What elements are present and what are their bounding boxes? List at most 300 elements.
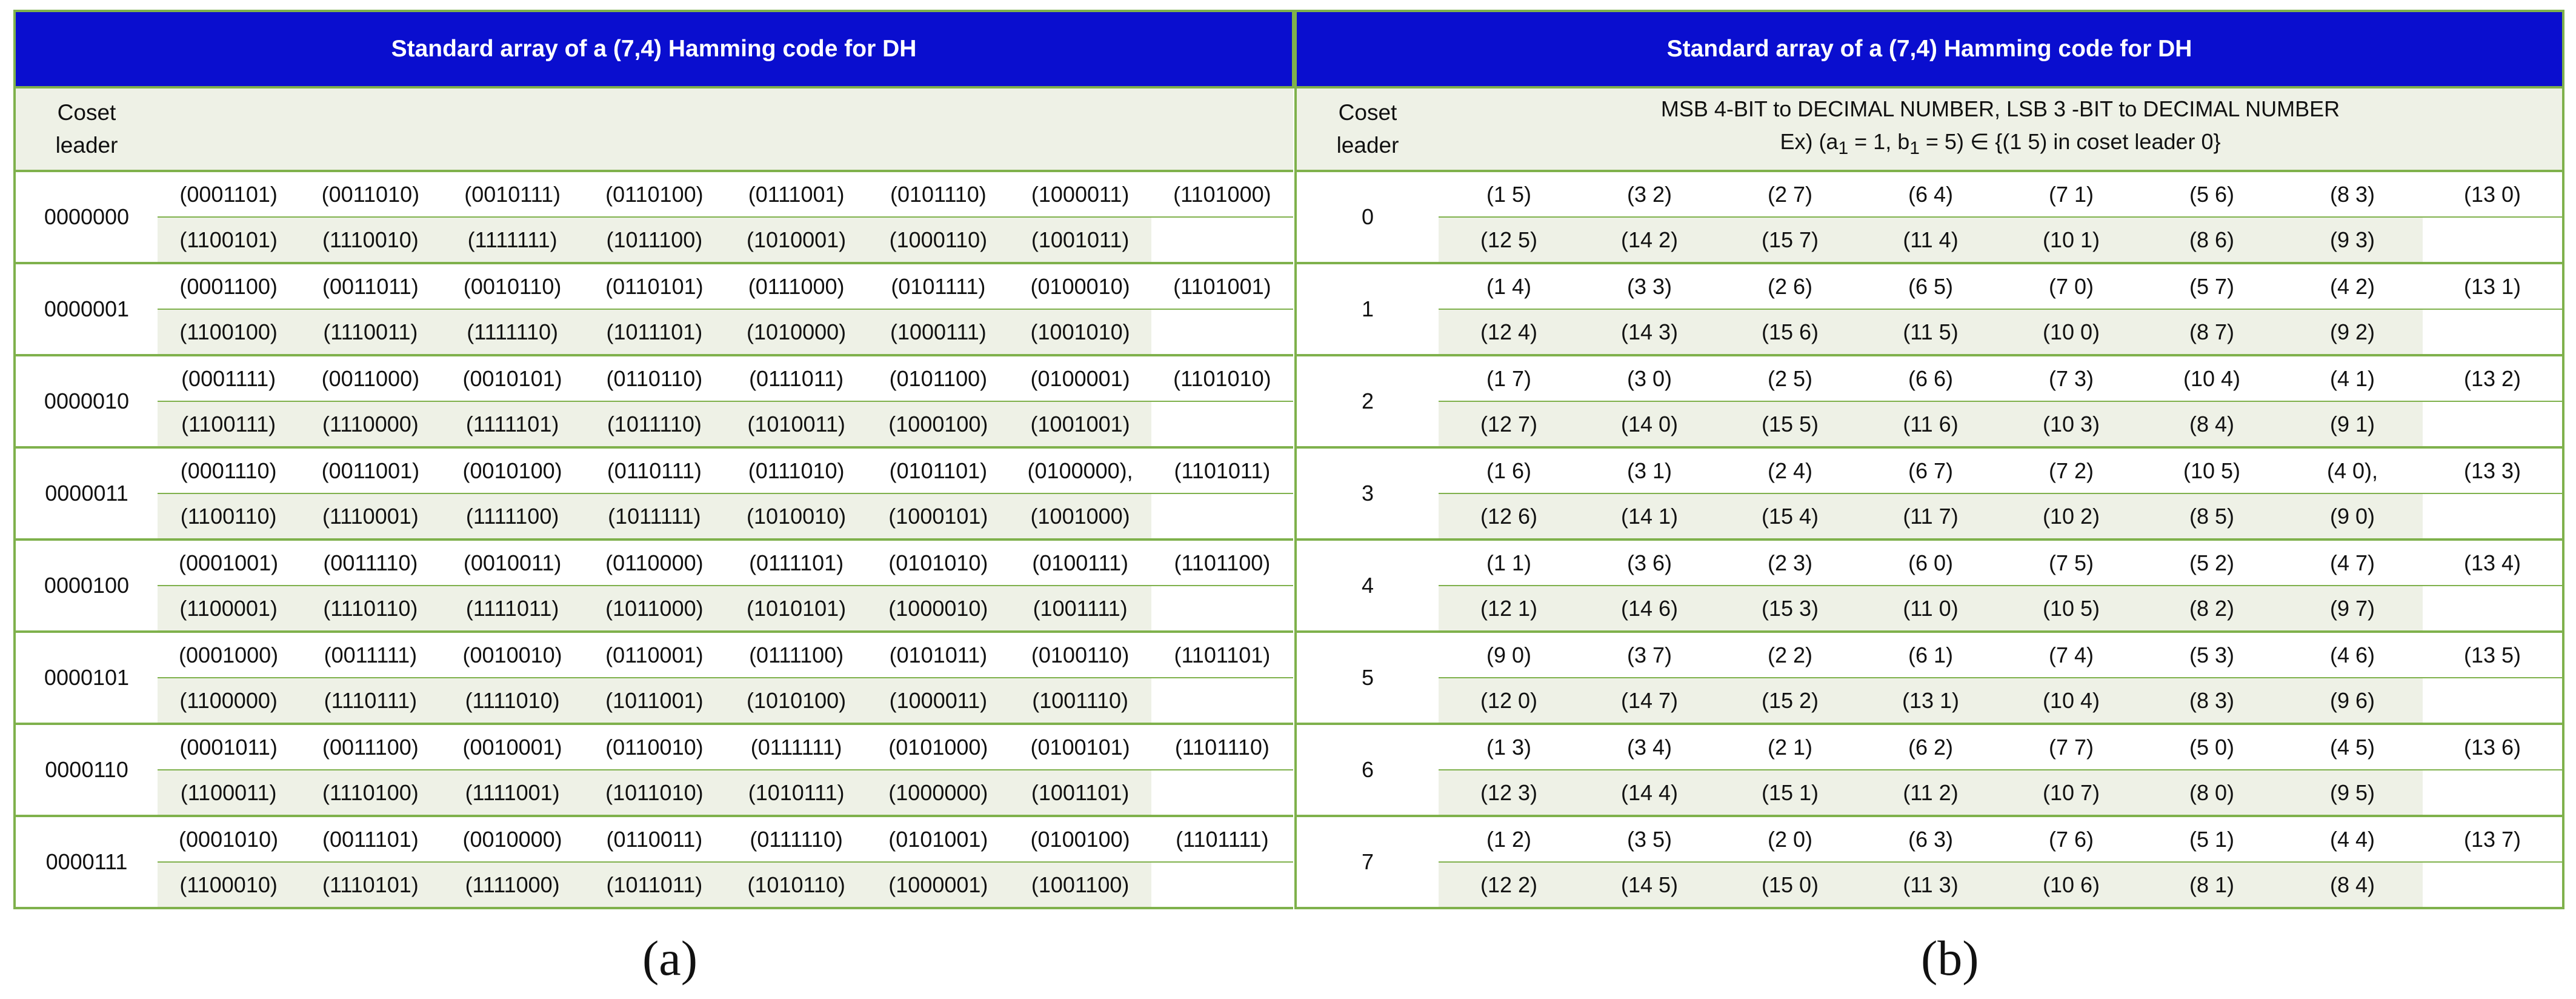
codeword-cell: (4 4) [2282, 816, 2423, 862]
codeword-cell: (8 3) [2282, 171, 2423, 217]
codeword-cell: (0110011) [584, 816, 725, 862]
codeword-cell: (13 4) [2423, 540, 2563, 586]
empty-cell [1151, 401, 1293, 447]
codeword-cell: (2 0) [1720, 816, 1860, 862]
codeword-cell: (15 3) [1720, 586, 1860, 632]
codeword-cell: (0100110) [1010, 632, 1151, 678]
codeword-cell: (7 1) [2001, 171, 2142, 217]
codeword-cell: (7 3) [2001, 355, 2142, 401]
codeword-cell: (9 1) [2282, 401, 2423, 447]
codeword-cell: (2 1) [1720, 724, 1860, 770]
codeword-cell: (1001000) [1010, 493, 1151, 540]
codeword-cell: (1 1) [1439, 540, 1579, 586]
codeword-cell: (0101001) [867, 816, 1009, 862]
codeword-cell: (1101001) [1151, 263, 1293, 309]
codeword-cell: (5 3) [2142, 632, 2282, 678]
codeword-cell: (4 5) [2282, 724, 2423, 770]
codeword-cell: (6 4) [1860, 171, 2001, 217]
codeword-cell: (2 4) [1720, 447, 1860, 493]
codeword-cell: (1000000) [867, 770, 1009, 816]
empty-cell [2423, 862, 2563, 908]
codeword-cell: (14 6) [1579, 586, 1720, 632]
codeword-cell: (14 0) [1579, 401, 1720, 447]
codeword-cell: (2 3) [1720, 540, 1860, 586]
codeword-cell: (5 6) [2142, 171, 2282, 217]
empty-cell [1151, 862, 1293, 908]
codeword-cell: (1000111) [867, 309, 1009, 355]
codeword-cell: (1111110) [442, 309, 584, 355]
codeword-cell: (11 7) [1860, 493, 2001, 540]
codeword-cell: (1000110) [867, 217, 1009, 263]
codeword-cell: (8 2) [2142, 586, 2282, 632]
codeword-cell: (1000101) [867, 493, 1009, 540]
empty-cell [1151, 678, 1293, 724]
codeword-cell: (0111010) [725, 447, 867, 493]
table-a-title: Standard array of a (7,4) Hamming code for DH [15, 11, 1293, 87]
coset-leader-cell: 3 [1296, 447, 1439, 540]
codeword-cell: (1000011) [1010, 171, 1151, 217]
codeword-cell: (0101101) [867, 447, 1009, 493]
empty-cell [2423, 678, 2563, 724]
codeword-cell: (3 3) [1579, 263, 1720, 309]
codeword-cell: (0011011) [299, 263, 441, 309]
codeword-cell: (0010011) [442, 540, 584, 586]
coset-header-line1: Coset [57, 100, 116, 125]
codeword-cell: (2 5) [1720, 355, 1860, 401]
codeword-cell: (0011111) [299, 632, 441, 678]
codeword-cell: (1101100) [1151, 540, 1293, 586]
codeword-cell: (0101000) [867, 724, 1009, 770]
codeword-cell: (1100100) [158, 309, 299, 355]
coset-row [15, 447, 1293, 493]
codeword-cell: (13 1) [1860, 678, 2001, 724]
codeword-cell: (3 6) [1579, 540, 1720, 586]
codeword-cell: (12 7) [1439, 401, 1579, 447]
coset-row [1296, 724, 2563, 770]
coset-row [1296, 447, 2563, 493]
coset-row [1296, 171, 2563, 217]
codeword-cell: (1010010) [725, 493, 867, 540]
codeword-cell: (8 4) [2142, 401, 2282, 447]
codeword-cell: (0110000) [584, 540, 725, 586]
codeword-cell: (10 7) [2001, 770, 2142, 816]
coset-row [1296, 540, 2563, 586]
codeword-cell: (4 6) [2282, 632, 2423, 678]
codeword-cell: (5 7) [2142, 263, 2282, 309]
empty-cell [2423, 586, 2563, 632]
codeword-cell: (0100101) [1010, 724, 1151, 770]
codeword-cell: (1010000) [725, 309, 867, 355]
codeword-cell: (14 1) [1579, 493, 1720, 540]
codeword-cell: (0100100) [1010, 816, 1151, 862]
codeword-cell: (0101110) [867, 171, 1009, 217]
codeword-cell: (1101111) [1151, 816, 1293, 862]
codeword-cell: (3 2) [1579, 171, 1720, 217]
codeword-cell: (13 2) [2423, 355, 2563, 401]
codeword-cell: (4 7) [2282, 540, 2423, 586]
codeword-cell: (0001100) [158, 263, 299, 309]
codeword-cell: (1101101) [1151, 632, 1293, 678]
codeword-cell: (1 6) [1439, 447, 1579, 493]
codeword-cell: (9 0) [1439, 632, 1579, 678]
codeword-cell: (0110100) [584, 171, 725, 217]
codeword-cell: (1011001) [584, 678, 725, 724]
codeword-cell: (10 5) [2142, 447, 2282, 493]
codeword-cell: (1010011) [725, 401, 867, 447]
empty-cell [1151, 586, 1293, 632]
coset-row [1296, 493, 2563, 540]
coset-leader-cell: 5 [1296, 632, 1439, 724]
codeword-cell: (11 3) [1860, 862, 2001, 908]
codeword-cell: (1001100) [1010, 862, 1151, 908]
codeword-cell: (12 5) [1439, 217, 1579, 263]
codeword-cell: (0101111) [867, 263, 1009, 309]
coset-row [1296, 862, 2563, 908]
coset-row [15, 493, 1293, 540]
codeword-cell: (1000001) [867, 862, 1009, 908]
empty-cell [1151, 493, 1293, 540]
coset-row [1296, 217, 2563, 263]
codeword-cell: (12 3) [1439, 770, 1579, 816]
table-b-body [1296, 171, 2563, 908]
codeword-cell: (0011100) [299, 724, 441, 770]
codeword-cell: (11 6) [1860, 401, 2001, 447]
codeword-cell: (0101100) [867, 355, 1009, 401]
coset-leader-cell: 1 [1296, 263, 1439, 355]
coset-row [15, 678, 1293, 724]
codeword-cell: (1001111) [1010, 586, 1151, 632]
codeword-cell: (1110000) [299, 401, 441, 447]
codeword-cell: (6 1) [1860, 632, 2001, 678]
codeword-cell: (4 1) [2282, 355, 2423, 401]
codeword-cell: (1000011) [867, 678, 1009, 724]
codeword-cell: (1111010) [442, 678, 584, 724]
codeword-cell: (1100000) [158, 678, 299, 724]
codeword-cell: (5 1) [2142, 816, 2282, 862]
codeword-cell: (13 0) [2423, 171, 2563, 217]
coset-header-line2: leader [55, 133, 118, 158]
codeword-cell: (11 0) [1860, 586, 2001, 632]
codeword-cell: (1110101) [299, 862, 441, 908]
coset-leader-cell: 0000101 [15, 632, 158, 724]
codeword-cell: (7 0) [2001, 263, 2142, 309]
codeword-cell: (1001011) [1010, 217, 1151, 263]
codeword-cell: (1001110) [1010, 678, 1151, 724]
codeword-cell: (7 2) [2001, 447, 2142, 493]
codeword-cell: (1000010) [867, 586, 1009, 632]
codeword-cell: (9 0) [2282, 493, 2423, 540]
codeword-cell: (1111100) [442, 493, 584, 540]
codeword-cell: (0101010) [867, 540, 1009, 586]
codeword-cell: (3 0) [1579, 355, 1720, 401]
coset-leader-cell: 0000000 [15, 171, 158, 263]
codeword-cell: (12 1) [1439, 586, 1579, 632]
codeword-cell: (12 0) [1439, 678, 1579, 724]
codeword-cell: (1010101) [725, 586, 867, 632]
codeword-cell: (0100010) [1010, 263, 1151, 309]
codeword-cell: (2 7) [1720, 171, 1860, 217]
codeword-cell: (14 5) [1579, 862, 1720, 908]
table-a [13, 10, 1294, 909]
coset-row [1296, 770, 2563, 816]
codeword-cell: (3 7) [1579, 632, 1720, 678]
codeword-cell: (0010010) [442, 632, 584, 678]
codeword-cell: (6 0) [1860, 540, 2001, 586]
empty-cell [1151, 309, 1293, 355]
codeword-cell: (1101110) [1151, 724, 1293, 770]
codeword-cell: (1001010) [1010, 309, 1151, 355]
codeword-cell: (0001111) [158, 355, 299, 401]
codeword-cell: (13 5) [2423, 632, 2563, 678]
coset-leader-header [1296, 87, 1439, 171]
codeword-cell: (13 1) [2423, 263, 2563, 309]
coset-row [15, 309, 1293, 355]
empty-cell [1151, 770, 1293, 816]
codeword-cell: (10 3) [2001, 401, 2142, 447]
codeword-cell: (1111000) [442, 862, 584, 908]
codeword-cell: (6 6) [1860, 355, 2001, 401]
codeword-cell: (1011101) [584, 309, 725, 355]
codeword-cell: (10 0) [2001, 309, 2142, 355]
codeword-cell: (0111100) [725, 632, 867, 678]
codeword-cell: (1 7) [1439, 355, 1579, 401]
codeword-cell: (8 5) [2142, 493, 2282, 540]
codeword-cell: (0011101) [299, 816, 441, 862]
coset-leader-cell: 2 [1296, 355, 1439, 447]
codeword-cell: (14 2) [1579, 217, 1720, 263]
empty-cell [2423, 309, 2563, 355]
codeword-cell: (1101000) [1151, 171, 1293, 217]
codeword-cell: (8 4) [2282, 862, 2423, 908]
coset-leader-cell: 0000010 [15, 355, 158, 447]
mapping-example: Ex) ($a_1 = 1$, $b_1 = 5$) ∈ {(1 5) in coset leader 0} [1780, 129, 2221, 159]
codeword-cell: (15 4) [1720, 493, 1860, 540]
codeword-cell: (1001001) [1010, 401, 1151, 447]
codeword-cell: (8 0) [2142, 770, 2282, 816]
coset-leader-cell: 0000110 [15, 724, 158, 816]
coset-leader-cell: 0000111 [15, 816, 158, 908]
codeword-cell: (0011001) [299, 447, 441, 493]
caption-a: (a) [642, 931, 698, 986]
codeword-cell: (0110010) [584, 724, 725, 770]
codeword-cell: (5 0) [2142, 724, 2282, 770]
codeword-cell: (10 1) [2001, 217, 2142, 263]
table-b [1294, 10, 2564, 909]
codeword-cell: (0100111) [1010, 540, 1151, 586]
coset-leader-cell: 7 [1296, 816, 1439, 908]
codeword-cell: (8 1) [2142, 862, 2282, 908]
coset-row [1296, 816, 2563, 862]
codeword-cell: (0011010) [299, 171, 441, 217]
codeword-cell: (0001110) [158, 447, 299, 493]
codeword-cell: (11 5) [1860, 309, 2001, 355]
coset-row [15, 171, 1293, 217]
codeword-cell: (14 7) [1579, 678, 1720, 724]
codeword-cell: (1111111) [442, 217, 584, 263]
coset-row [15, 401, 1293, 447]
codeword-cell: (1111101) [442, 401, 584, 447]
codeword-cell: (15 7) [1720, 217, 1860, 263]
codeword-cell: (0110001) [584, 632, 725, 678]
codeword-cell: (14 4) [1579, 770, 1720, 816]
coset-row [1296, 678, 2563, 724]
coset-leader-cell: 0000100 [15, 540, 158, 632]
coset-leader-cell: 0000001 [15, 263, 158, 355]
codeword-cell: (15 1) [1720, 770, 1860, 816]
codeword-cell: (2 6) [1720, 263, 1860, 309]
codeword-cell: (1110100) [299, 770, 441, 816]
codeword-cell: (1011010) [584, 770, 725, 816]
codeword-cell: (0010101) [442, 355, 584, 401]
codeword-cell: (1110110) [299, 586, 441, 632]
codeword-cell: (0011110) [299, 540, 441, 586]
caption-b: (b) [1921, 931, 1979, 986]
codeword-cell: (1 5) [1439, 171, 1579, 217]
codeword-cell: (0111110) [725, 816, 867, 862]
coset-leader-header [15, 87, 158, 171]
codeword-cell: (1110001) [299, 493, 441, 540]
codeword-cell: (1100110) [158, 493, 299, 540]
codeword-cell: (10 6) [2001, 862, 2142, 908]
codeword-cell: (3 4) [1579, 724, 1720, 770]
coset-leader-cell: 6 [1296, 724, 1439, 816]
codeword-cell: (0111101) [725, 540, 867, 586]
codeword-cell: (11 2) [1860, 770, 2001, 816]
codeword-cell: (5 2) [2142, 540, 2282, 586]
codeword-cell: (12 6) [1439, 493, 1579, 540]
empty-cell [2423, 217, 2563, 263]
codeword-cell: (3 5) [1579, 816, 1720, 862]
codeword-cell: (6 3) [1860, 816, 2001, 862]
codeword-cell: (13 7) [2423, 816, 2563, 862]
coset-row [15, 770, 1293, 816]
codeword-cell: (1111001) [442, 770, 584, 816]
coset-leader-cell: 0 [1296, 171, 1439, 263]
coset-header-line2: leader [1336, 133, 1399, 158]
codeword-cell: (0010000) [442, 816, 584, 862]
codeword-cell: (1100010) [158, 862, 299, 908]
codeword-cell: (1011100) [584, 217, 725, 263]
codeword-cell: (0110111) [584, 447, 725, 493]
codeword-cell: (3 1) [1579, 447, 1720, 493]
codeword-cell: (7 6) [2001, 816, 2142, 862]
mapping-description: MSB 4-BIT to DECIMAL NUMBER, LSB 3 -BIT to DECIMAL NUMBER [1660, 96, 2340, 122]
codeword-cell: (1101010) [1151, 355, 1293, 401]
coset-row [15, 862, 1293, 908]
coset-row [1296, 586, 2563, 632]
codeword-cell: (0101011) [867, 632, 1009, 678]
codeword-cell: (0010110) [442, 263, 584, 309]
codeword-cell: (1101011) [1151, 447, 1293, 493]
codeword-cell: (10 4) [2001, 678, 2142, 724]
codeword-cell: (1110010) [299, 217, 441, 263]
codeword-header [158, 87, 1293, 171]
codeword-cell: (0011000) [299, 355, 441, 401]
codeword-cell: (1010110) [725, 862, 867, 908]
codeword-cell: (1000100) [867, 401, 1009, 447]
codeword-cell: (13 6) [2423, 724, 2563, 770]
codeword-cell: (15 5) [1720, 401, 1860, 447]
codeword-cell: (10 4) [2142, 355, 2282, 401]
codeword-cell: (13 3) [2423, 447, 2563, 493]
codeword-cell: (1100101) [158, 217, 299, 263]
codeword-cell: (0010100) [442, 447, 584, 493]
codeword-cell: (0001010) [158, 816, 299, 862]
decimal-mapping-header [1439, 87, 2563, 171]
coset-header-line1: Coset [1338, 100, 1397, 125]
codeword-cell: (0001000) [158, 632, 299, 678]
codeword-cell: (0001011) [158, 724, 299, 770]
codeword-cell: (9 6) [2282, 678, 2423, 724]
codeword-cell: (1 2) [1439, 816, 1579, 862]
codeword-cell: (10 2) [2001, 493, 2142, 540]
codeword-cell: (7 7) [2001, 724, 2142, 770]
codeword-cell: (12 4) [1439, 309, 1579, 355]
codeword-cell: (6 2) [1860, 724, 2001, 770]
codeword-cell: (9 3) [2282, 217, 2423, 263]
codeword-cell: (1011110) [584, 401, 725, 447]
empty-cell [1151, 217, 1293, 263]
codeword-cell: (4 0), [2282, 447, 2423, 493]
codeword-cell: (14 3) [1579, 309, 1720, 355]
empty-cell [2423, 770, 2563, 816]
codeword-cell: (8 3) [2142, 678, 2282, 724]
codeword-cell: (1001101) [1010, 770, 1151, 816]
coset-row [15, 355, 1293, 401]
codeword-cell: (0110110) [584, 355, 725, 401]
codeword-cell: (1011011) [584, 862, 725, 908]
codeword-cell: (1100111) [158, 401, 299, 447]
codeword-cell: (0001001) [158, 540, 299, 586]
standard-array-table-a [13, 10, 1294, 909]
coset-row [15, 724, 1293, 770]
codeword-cell: (0010111) [442, 171, 584, 217]
codeword-cell: (15 6) [1720, 309, 1860, 355]
standard-array-table-b [1294, 10, 2564, 909]
codeword-cell: (1110111) [299, 678, 441, 724]
codeword-cell: (1010001) [725, 217, 867, 263]
codeword-cell: (2 2) [1720, 632, 1860, 678]
codeword-cell: (0001101) [158, 171, 299, 217]
codeword-cell: (0010001) [442, 724, 584, 770]
codeword-cell: (10 5) [2001, 586, 2142, 632]
coset-row [1296, 632, 2563, 678]
table-b-title: Standard array of a (7,4) Hamming code for DH [1296, 11, 2563, 87]
codeword-cell: (0100000), [1010, 447, 1151, 493]
codeword-cell: (0111111) [725, 724, 867, 770]
codeword-cell: (15 0) [1720, 862, 1860, 908]
codeword-cell: (0100001) [1010, 355, 1151, 401]
codeword-cell: (0110101) [584, 263, 725, 309]
codeword-cell: (7 5) [2001, 540, 2142, 586]
codeword-cell: (1010100) [725, 678, 867, 724]
coset-row [15, 263, 1293, 309]
codeword-cell: (12 2) [1439, 862, 1579, 908]
coset-leader-cell: 4 [1296, 540, 1439, 632]
coset-row [15, 632, 1293, 678]
codeword-cell: (9 2) [2282, 309, 2423, 355]
empty-cell [2423, 401, 2563, 447]
coset-row [1296, 355, 2563, 401]
codeword-cell: (6 7) [1860, 447, 2001, 493]
codeword-cell: (9 5) [2282, 770, 2423, 816]
codeword-cell: (1 3) [1439, 724, 1579, 770]
codeword-cell: (15 2) [1720, 678, 1860, 724]
coset-row [15, 540, 1293, 586]
coset-row [15, 586, 1293, 632]
codeword-cell: (1011111) [584, 493, 725, 540]
coset-leader-cell: 0000011 [15, 447, 158, 540]
